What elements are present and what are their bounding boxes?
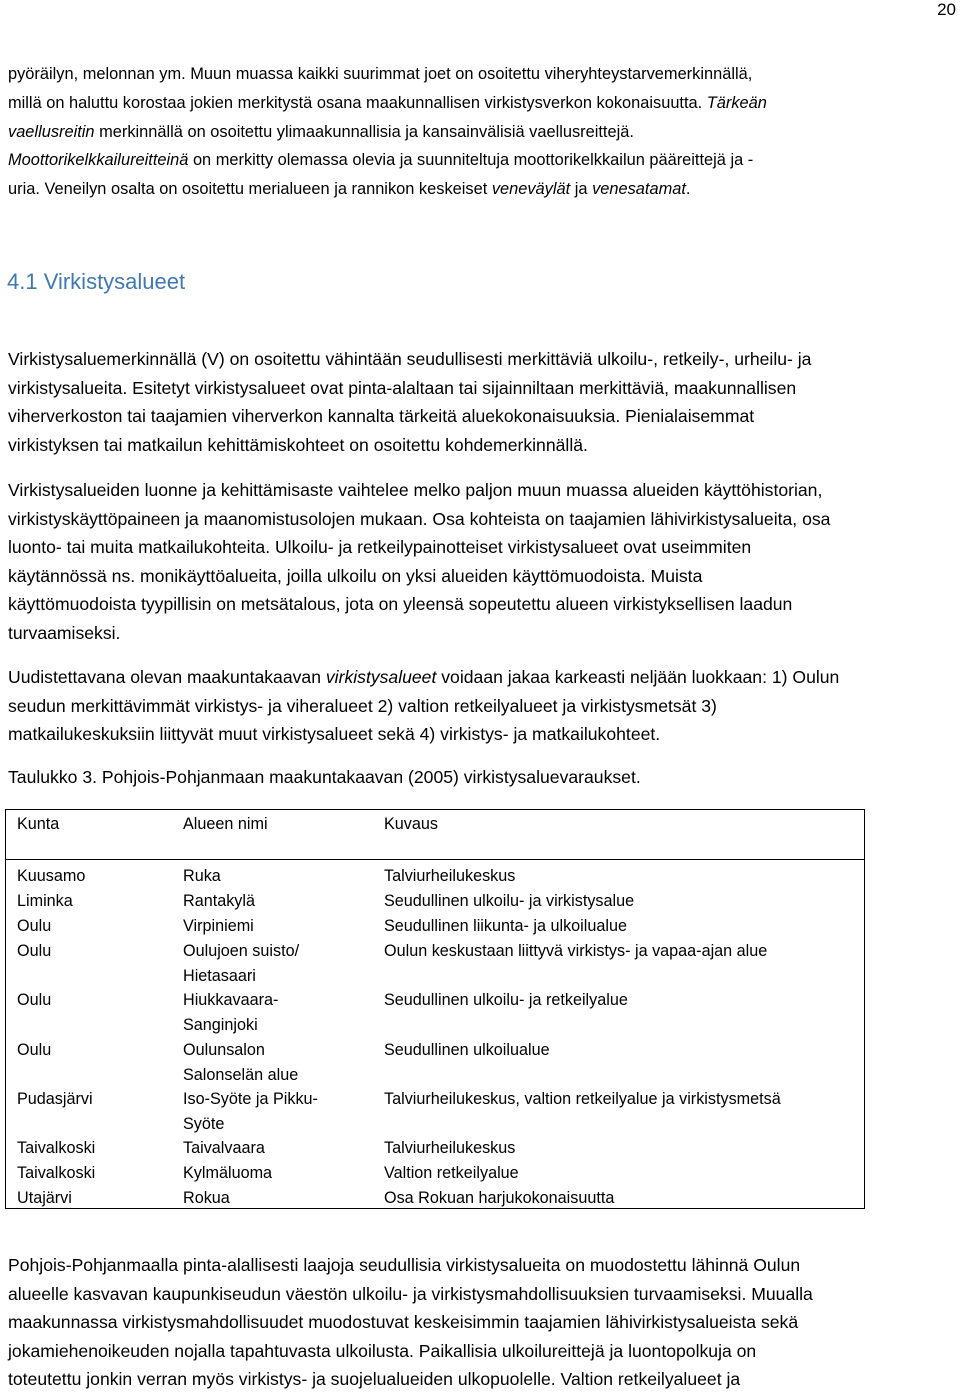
table-cell [17, 1038, 177, 1063]
cell-line: Syöte [183, 1114, 225, 1133]
cell-line: Valtion retkeilyalue [384, 1164, 519, 1182]
table-header-cell: Kuvaus [384, 815, 438, 833]
cell-line: Taivalkoski [17, 1139, 96, 1157]
cell-line: Ruka [183, 867, 221, 885]
table-cell [17, 914, 177, 939]
text-line [8, 692, 953, 721]
text-run: viherverkoston tai taajamien viherverkon kannalta tärkeitä aluekokonaisuuksia. Pienialaisemmat [8, 406, 755, 427]
text-line [8, 1251, 953, 1280]
cell-line: Taivalkoski [17, 1164, 96, 1182]
text-run: virkistyksen tai matkailun kehittämiskohteet on osoitettu kohdemerkinnällä. [8, 434, 588, 455]
cell-line: Seudullinen ulkoilu- ja virkistysalue [384, 892, 635, 910]
cell-line: Kuusamo [17, 867, 86, 885]
table-cell [17, 1186, 177, 1211]
text-line [8, 175, 953, 204]
cell-line: Talviurheilukeskus, valtion retkeilyalue ja virkistysmetsä [384, 1090, 781, 1108]
text-run: ja [570, 180, 593, 199]
italic-term: veneväylät [491, 180, 571, 199]
table-header-row [6, 810, 864, 860]
table-cell [384, 864, 854, 889]
text-line [8, 619, 953, 648]
text-run: luonto- tai muita matkailukohteita. Ulkoilu- ja retkeilypainotteiset virkistysalueet ovat useimmiten [8, 537, 752, 558]
cell-line: Seudullinen liikunta- ja ulkoilualue [384, 917, 627, 935]
text-run: Virkistysaluemerkinnällä (V) on osoitettu vähintään seudullisesti merkittäviä ulkoilu-, retkeily-, urheilu- ja [8, 349, 812, 369]
italic-term: Moottorikelkkailureitteinä [8, 151, 189, 170]
cell-line: Pudasjärvi [17, 1090, 93, 1108]
text-run: käyttömuodoista tyypillisin on metsätalous, jota on yleensä sopeutettu alueen virkistyksellisen laadun [8, 594, 793, 615]
cell-line: Salonselän alue [183, 1065, 299, 1084]
text-line [8, 562, 953, 591]
text-run: käytännössä ns. monikäyttöalueita, joilla ulkoilu on yksi alueiden käyttömuodoista. Muista [8, 565, 703, 586]
text-line [8, 1337, 953, 1366]
table-cell [17, 1136, 177, 1161]
table-cell [384, 1038, 854, 1063]
text-run: merkinnällä on osoitettu ylimaakunnallisia ja kansainvälisiä vaellusreittejä. [94, 122, 634, 141]
table-cell [384, 914, 854, 939]
text-line [8, 146, 953, 175]
text-run: on merkitty olemassa olevia ja suunniteltuja moottorikelkkailun pääreittejä ja - [188, 151, 754, 170]
cell-line: Rokua [183, 1189, 230, 1207]
text-run: pyöräilyn, melonnan ym. Muun muassa kaikki suurimmat joet on osoitettu viheryhteystarvemerkinnällä, [8, 65, 753, 83]
intro-paragraph [8, 60, 953, 204]
cell-line: Virpiniemi [183, 917, 254, 935]
table-cell [183, 988, 378, 1037]
text-line [8, 345, 953, 374]
cell-line: Oulu [17, 942, 52, 960]
table-cell [384, 1161, 854, 1186]
italic-term: virkistysalueet [325, 667, 437, 687]
table-cell [183, 914, 378, 939]
cell-line: Oulujoen suisto/ [183, 942, 300, 960]
cell-line: Seudullinen ulkoilu- ja retkeilyalue [384, 991, 628, 1009]
table-cell [183, 889, 378, 914]
body-paragraph-1 [8, 345, 953, 459]
text-run: jokamiehenoikeuden nojalla tapahtuvasta ulkoilusta. Paikallisia ulkoilureittejä ja luontopolkuja on [8, 1340, 757, 1361]
text-line [8, 505, 953, 534]
page-number: 20 [937, 0, 956, 19]
table-cell [183, 864, 378, 889]
text-run: virkistysalueita. Esitetyt virkistysalueet ovat pinta-alaltaan tai sijainniltaan merkittäviä, maakunnallisen [8, 377, 797, 398]
text-line [8, 1280, 953, 1309]
cell-line: Sanginjoki [183, 1015, 258, 1034]
text-run: maakunnassa virkistysmahdollisuudet muodostuvat keskeisimmin taajamien lähivirkistysalueista sekä [8, 1312, 799, 1333]
cell-line: Talviurheilukeskus [384, 867, 516, 885]
table-cell [384, 889, 854, 914]
table-caption: Taulukko 3. Pohjois-Pohjanmaan maakuntakaavan (2005) virkistysaluevaraukset. [8, 767, 641, 787]
table-cell [384, 1136, 854, 1161]
table-cell [17, 889, 177, 914]
table-cell [17, 1087, 177, 1112]
table-cell [384, 988, 854, 1013]
closing-paragraph [8, 1251, 953, 1394]
table-header-cell: Kunta [17, 815, 60, 833]
table-header-cell: Alueen nimi [183, 815, 268, 833]
italic-term: vaellusreitin [8, 122, 95, 141]
text-line [8, 663, 953, 692]
text-line [8, 374, 953, 403]
table-cell [183, 1038, 378, 1087]
text-run: alueelle kasvavan kaupunkiseudun väestön ulkoilu- ja virkistysmahdollisuuksien turvaamiseksi. Muualla [8, 1283, 813, 1304]
text-run: millä on haluttu korostaa jokien merkitystä osana maakunnallisen virkistysverkon kokonaisuutta. [8, 93, 707, 112]
cell-line: Oulu [17, 917, 52, 935]
table-cell [17, 988, 177, 1013]
text-run: Pohjois-Pohjanmaalla pinta-alallisesti laajoja seudullisia virkistysalueita on muodostettu lähinnä Oulun [8, 1255, 801, 1275]
table-cell [384, 939, 854, 964]
cell-line: Talviurheilukeskus [384, 1139, 516, 1157]
table-cell [384, 1087, 854, 1112]
text-line [8, 402, 953, 431]
text-line [8, 431, 953, 460]
text-line [8, 720, 953, 749]
text-line [8, 89, 953, 118]
table-cell [384, 1186, 854, 1211]
table-cell [183, 939, 378, 988]
cell-line: Hietasaari [183, 966, 256, 985]
text-line [8, 590, 953, 619]
table-cell [17, 864, 177, 889]
cell-line: Kylmäluoma [183, 1164, 273, 1182]
text-run: . [685, 180, 691, 199]
cell-line: Utajärvi [17, 1189, 72, 1207]
body-paragraph-2 [8, 476, 953, 648]
cell-line: Oulun keskustaan liittyvä virkistys- ja vapaa-ajan alue [384, 942, 768, 960]
cell-line: Taivalvaara [183, 1139, 265, 1157]
text-run: voidaan jakaa karkeasti neljään luokkaan: 1) Oulun [436, 667, 840, 687]
text-run: uria. Veneilyn osalta on osoitettu merialueen ja rannikon keskeiset [8, 180, 492, 199]
text-run: matkailukeskuksiin liittyvät muut virkistysalueet sekä 4) virkistys- ja matkailukohteet. [8, 724, 661, 745]
text-run: virkistyskäyttöpaineen ja maanomistusolojen mukaan. Osa kohteista on taajamien lähivirkistysalueita, osa [8, 508, 831, 529]
text-run: seudun merkittävimmät virkistys- ja viheralueet 2) valtion retkeilyalueet ja virkistysmetsät 3) [8, 695, 717, 716]
table-cell [183, 1161, 378, 1186]
cell-line: Liminka [17, 892, 73, 910]
cell-line: Oulunsalon [183, 1041, 265, 1059]
table-cell [183, 1186, 378, 1211]
cell-line: Seudullinen ulkoilualue [384, 1041, 550, 1059]
text-line [8, 476, 953, 505]
table-cell [183, 1136, 378, 1161]
text-line [8, 533, 953, 562]
text-line [8, 118, 953, 147]
cell-line: Hiukkavaara- [183, 991, 279, 1009]
text-line [8, 1365, 953, 1394]
text-run: Virkistysalueiden luonne ja kehittämisaste vaihtelee melko paljon muun muassa alueiden käyttöhistorian, [8, 480, 823, 500]
text-line [8, 1308, 953, 1337]
text-run: turvaamiseksi. [8, 622, 121, 643]
text-line [8, 60, 953, 89]
text-run: Uudistettavana olevan maakuntakaavan [8, 667, 326, 687]
italic-term: Tärkeän [706, 93, 767, 112]
text-run: toteutettu jonkin verran myös virkistys- ja suojelualueiden ulkopuolelle. Valtion retkeilyalueet ja [8, 1369, 741, 1390]
table-cell [17, 939, 177, 964]
table-cell [17, 1161, 177, 1186]
cell-line: Rantakylä [183, 892, 255, 910]
cell-line: Iso-Syöte ja Pikku- [183, 1090, 318, 1108]
table-cell [183, 1087, 378, 1136]
cell-line: Oulu [17, 1041, 52, 1059]
recreation-areas-table [5, 809, 865, 1209]
body-paragraph-3 [8, 663, 953, 749]
cell-line: Osa Rokuan harjukokonaisuutta [384, 1189, 615, 1207]
italic-term: venesatamat [592, 180, 686, 199]
section-heading: 4.1 Virkistysalueet [7, 269, 186, 294]
cell-line: Oulu [17, 991, 52, 1009]
